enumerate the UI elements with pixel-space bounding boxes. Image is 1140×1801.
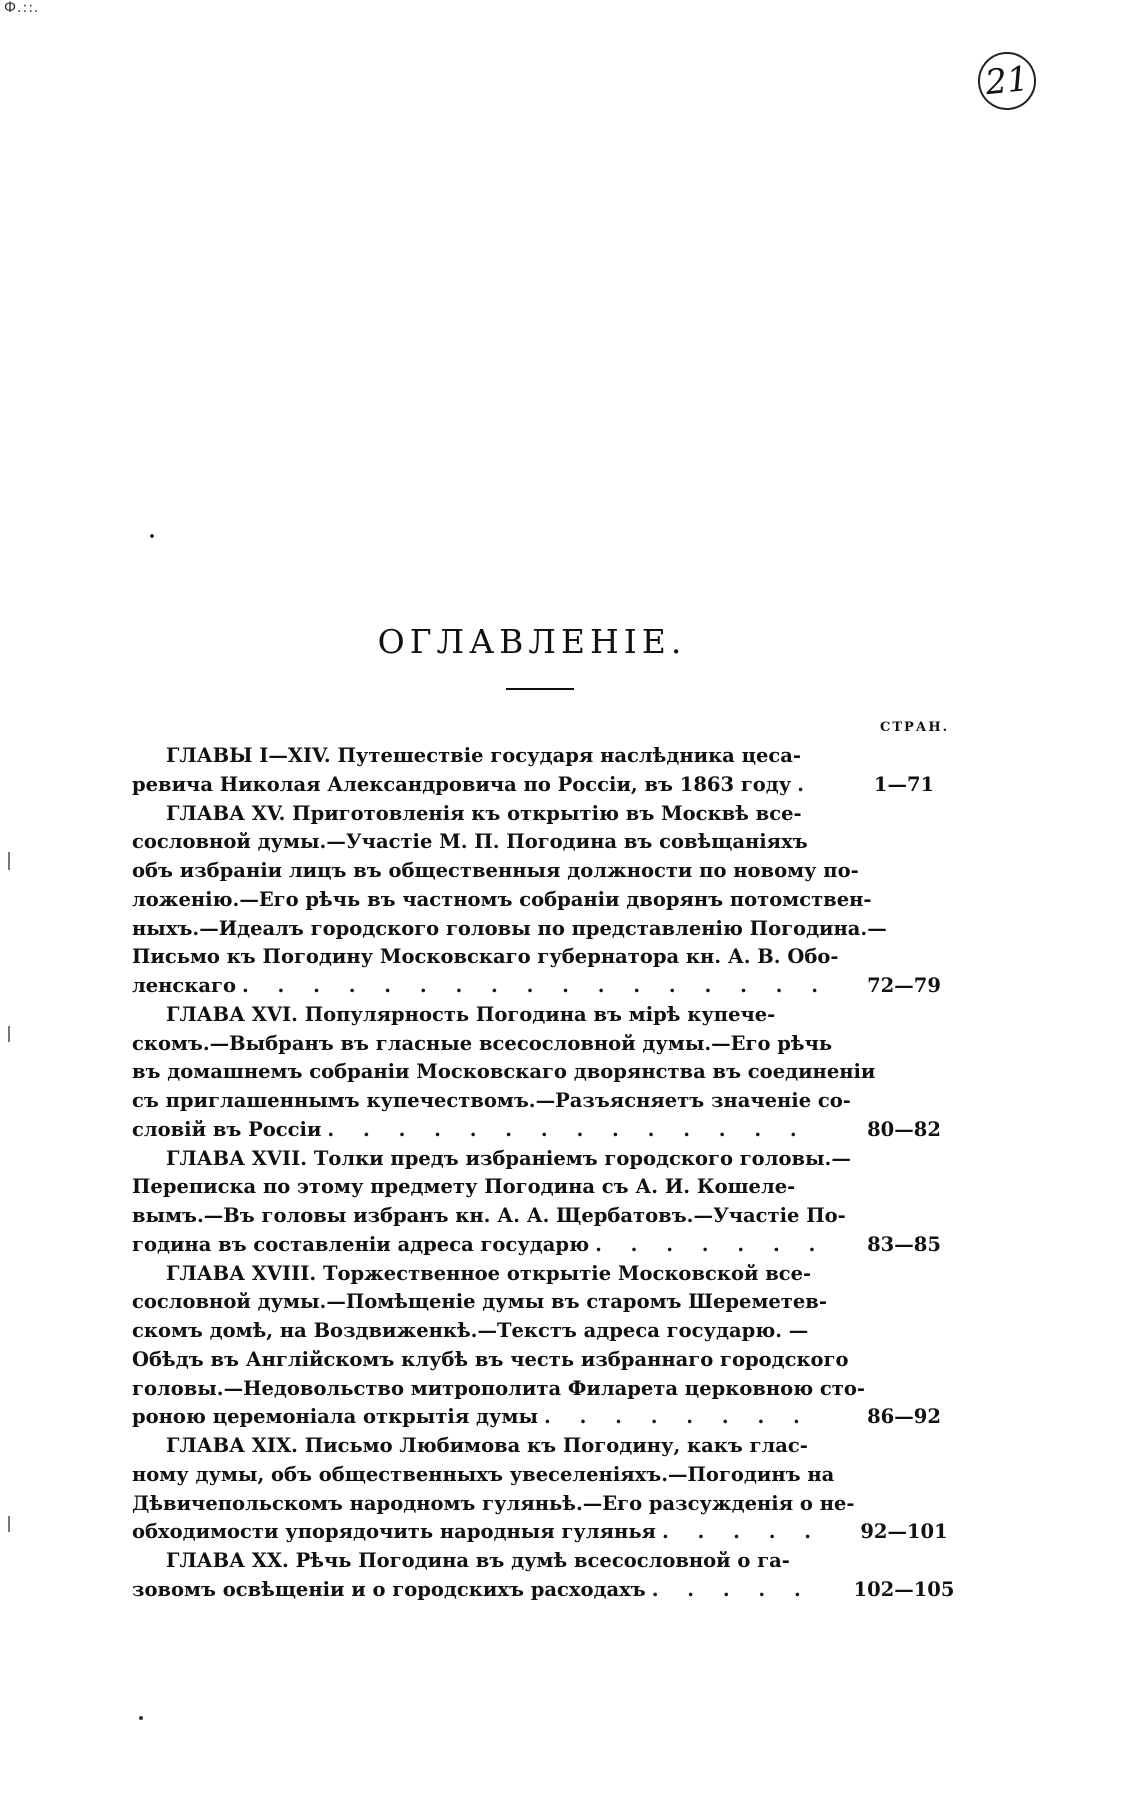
print-speck <box>139 1716 143 1720</box>
toc-entry-line: ложенію.—Его рѣчь въ частномъ собраніи дворянъ потомствен- <box>132 887 872 911</box>
toc-entry-line <box>132 972 967 1001</box>
margin-mark <box>8 1026 10 1042</box>
toc-entry-line: ГЛАВА XV. Приготовленія къ открытію въ Москвѣ все- <box>166 801 802 825</box>
pages-column-label: СТРАН. <box>880 720 950 735</box>
toc-entry-text: обходимости упорядочить народныя гулянья <box>132 1520 656 1544</box>
toc-entry-text: зовомъ освѣщеніи и о городскихъ расходахъ <box>132 1577 646 1601</box>
toc-entry-line: ГЛАВА XVII. Толки предъ избраніемъ городского головы.— <box>166 1146 851 1170</box>
dot-leader <box>589 1231 823 1260</box>
margin-mark <box>8 852 10 870</box>
toc-entry-line: головы.—Недовольство митрополита Филарета церковною сто- <box>132 1376 865 1400</box>
page-title: ОГЛАВЛЕНІЕ. <box>377 622 687 662</box>
toc-entry-line: ГЛАВА XX. Рѣчь Погодина въ думѣ всесословной о га- <box>166 1549 790 1572</box>
toc-entry-line <box>132 771 967 800</box>
toc-entry-line <box>132 1231 967 1260</box>
toc-entry-line: Обѣдъ въ Англійскомъ клубѣ въ честь избраннаго городского <box>132 1347 849 1371</box>
toc-entry-line: ГЛАВА XIX. Письмо Любимова къ Погодину, какъ глас- <box>166 1434 808 1457</box>
toc-entry-line: сословной думы.—Участіе М. П. Погодина въ совѣщаніяхъ <box>132 830 808 854</box>
page-range: 83—85 <box>867 1232 941 1256</box>
toc-entry <box>132 1260 967 1433</box>
toc-entry <box>132 1432 967 1547</box>
folio-number-circle: 21 <box>975 49 1039 113</box>
toc-entry-line <box>132 1403 967 1432</box>
dot-leader <box>538 1403 823 1432</box>
toc-entry-text: година въ составленіи адреса государю <box>132 1232 590 1256</box>
toc-entry-text: роною церемоніала открытія думы <box>132 1405 538 1429</box>
dot-leader <box>646 1576 823 1605</box>
dot-leader <box>236 972 823 1001</box>
toc-entry-line <box>132 1518 967 1547</box>
toc-entry-line <box>132 1576 967 1605</box>
page-range: 80—82 <box>867 1117 941 1141</box>
page-range: 102—105 <box>853 1577 955 1601</box>
toc-entry <box>132 1145 967 1260</box>
page-range: 92—101 <box>860 1520 948 1544</box>
toc-entry-line: въ домашнемъ собраніи Московскаго дворянства въ соединеніи <box>132 1060 876 1084</box>
toc-entry-line: Дѣвичепольскомъ народномъ гуляньѣ.—Его разсужденія о не- <box>132 1491 855 1515</box>
dot-leader <box>656 1518 823 1547</box>
toc-entry-line: Письмо къ Погодину Московскаго губернатора кн. А. В. Обо- <box>132 945 839 969</box>
toc-entry <box>132 742 967 800</box>
toc-entry-line: съ приглашеннымъ купечествомъ.—Разъясняетъ значеніе со- <box>132 1089 851 1112</box>
toc-entry-line: ГЛАВЫ I—XIV. Путешествіе государя наслѣдника цеса- <box>166 744 801 767</box>
page-range: 72—79 <box>867 974 941 997</box>
dot-leader <box>321 1116 823 1145</box>
toc-entry-line: Переписка по этому предмету Погодина съ А. И. Кошеле- <box>132 1175 796 1199</box>
toc-entry-line: объ избраніи лицъ въ общественныя должности по новому по- <box>132 859 859 882</box>
print-speck <box>150 534 154 538</box>
toc-entry-line: ГЛАВА XVI. Популярность Погодина въ мірѣ купече- <box>166 1002 776 1026</box>
toc-entry <box>132 800 967 1001</box>
margin-mark <box>8 1516 10 1532</box>
toc-entry-line: ному думы, объ общественныхъ увеселеніяхъ.—Погодинъ на <box>132 1462 835 1486</box>
toc-entry <box>132 1001 967 1145</box>
toc-entry-text: словій въ Россіи <box>132 1117 322 1141</box>
toc-entry-line: вымъ.—Въ головы избранъ кн. А. А. Щербатовъ.—Участіе По- <box>132 1204 846 1227</box>
toc-entry-line <box>132 1116 967 1145</box>
page-range: 86—92 <box>867 1405 941 1429</box>
toc-entry <box>132 1547 967 1605</box>
dot-leader <box>791 771 823 800</box>
table-of-contents <box>132 742 967 1605</box>
toc-entry-line: ныхъ.—Идеалъ городского головы по представленію Погодина.— <box>132 916 887 940</box>
toc-entry-line: сословной думы.—Помѣщеніе думы въ старомъ Шереметев- <box>132 1290 827 1314</box>
toc-entry-line: скомъ.—Выбранъ въ гласные всесословной думы.—Его рѣчь <box>132 1031 833 1055</box>
toc-entry-text: ревича Николая Александровича по Россіи, въ 1863 году <box>132 772 792 796</box>
toc-entry-text: ленскаго <box>132 974 236 997</box>
toc-entry-line: ГЛАВА XVIII. Торжественное открытіе Московской все- <box>166 1261 812 1285</box>
page-range: 1—71 <box>873 772 935 796</box>
title-rule <box>506 688 574 690</box>
toc-entry-line: скомъ домѣ, на Воздвиженкѣ.—Текстъ адреса государю. — <box>132 1319 809 1342</box>
corner-mark: Ф.::. <box>4 0 40 16</box>
